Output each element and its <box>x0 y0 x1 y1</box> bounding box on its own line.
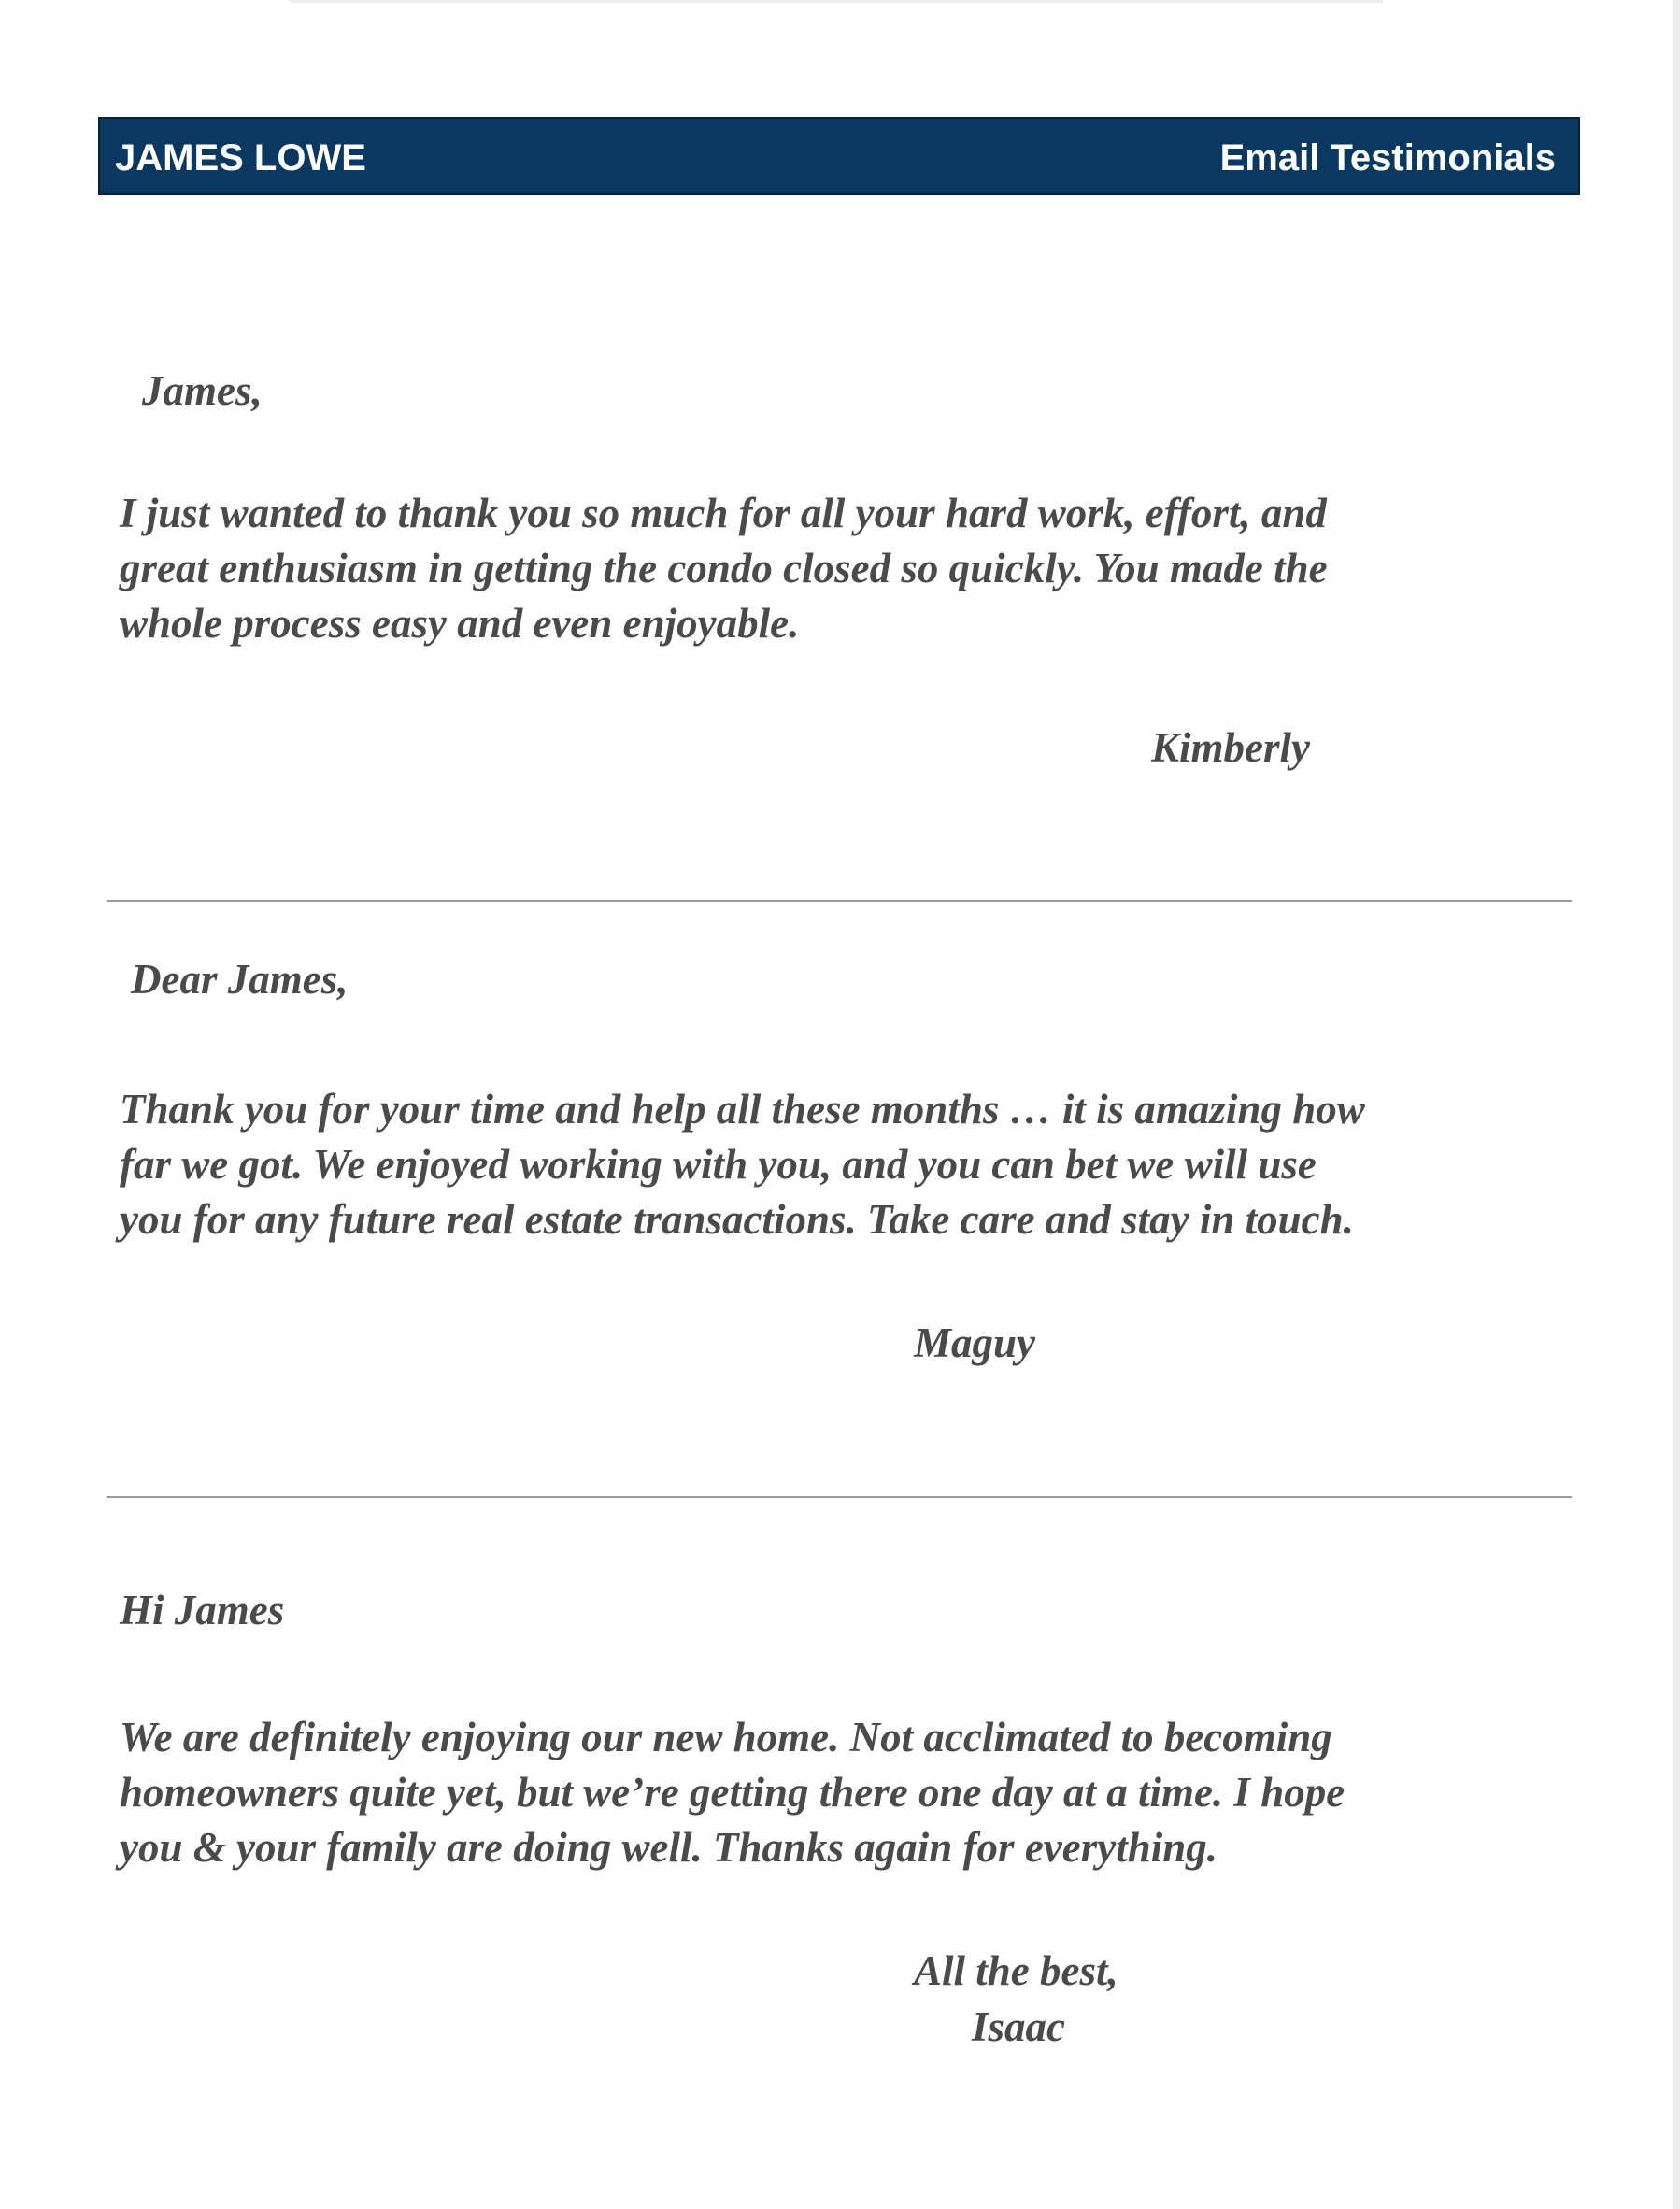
agent-name: JAMES LOWE <box>115 137 366 178</box>
divider <box>107 1496 1572 1498</box>
page-edge <box>1673 0 1680 2209</box>
testimonial-line: great enthusiasm in getting the condo closed so quickly. You made the <box>120 545 1328 591</box>
testimonial-line: I just wanted to thank you so much for all your hard work, effort, and <box>120 490 1327 536</box>
testimonial-line: homeowners quite yet, but we’re getting there one day at a time. I hope <box>120 1769 1345 1816</box>
testimonial-line: We are definitely enjoying our new home. Not acclimated to becoming <box>120 1714 1332 1760</box>
divider <box>107 900 1572 902</box>
testimonial-line: Thank you for your time and help all these months … it is amazing how <box>120 1086 1365 1133</box>
testimonial-signature: Maguy <box>914 1319 1036 1366</box>
testimonial-greeting: James, <box>142 367 263 414</box>
page-title: Email Testimonials <box>1219 137 1556 178</box>
testimonial-line: whole process easy and even enjoyable. <box>120 600 800 647</box>
testimonial-greeting: Dear James, <box>131 956 349 1003</box>
testimonial-line: you for any future real estate transactions. Take care and stay in touch. <box>120 1196 1354 1243</box>
top-rule <box>290 0 1383 3</box>
header-bar <box>98 117 1580 195</box>
testimonial-signature: All the best, <box>914 1947 1118 1994</box>
testimonial-signature: Isaac <box>972 2003 1065 2050</box>
testimonial-line: far we got. We enjoyed working with you, and you can bet we will use <box>120 1141 1317 1188</box>
testimonial-line: you & your family are doing well. Thanks again for everything. <box>120 1824 1218 1871</box>
testimonial-greeting: Hi James <box>120 1587 285 1633</box>
testimonial-signature: Kimberly <box>1151 724 1310 771</box>
